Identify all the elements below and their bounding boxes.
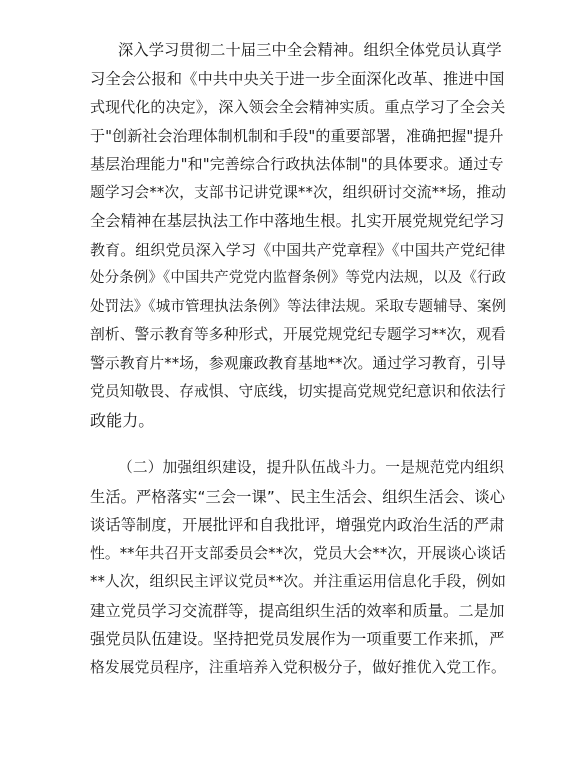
text-line: （二）加强组织建设，提升队伍战斗力。一是规范党内组织 (118, 459, 505, 476)
text-line: 警示教育片**场，参观廉政教育基地**次。通过学习教育，引导 (90, 354, 506, 372)
paragraph-organization-building (90, 454, 506, 682)
text-line: 性。**年共召开支部委员会**次，党员大会**次，开展谈心谈话 (90, 544, 506, 562)
text-line: 党员知敬畏、存戒惧、守底线，切实提高党规党纪意识和依法行 (90, 383, 506, 400)
text-line: 政能力。 (90, 410, 155, 430)
text-line: 题学习会**次，支部书记讲党课**次，组织研讨交流**场，推动 (90, 183, 506, 201)
text-line: 格发展党员程序，注重培养入党积极分子，做好推优入党工作。 (90, 658, 506, 676)
text-line: 于"创新社会治理体制机制和手段"的重要部署，准确把握"提升 (90, 126, 504, 145)
text-line: 全会精神在基层执法工作中落地生根。扎实开展党规党纪学习 (90, 212, 505, 230)
text-line: 习全会公报和《中共中央关于进一步全面深化改革、推进中国 (90, 69, 505, 88)
text-line: 强党员队伍建设。坚持把党员发展作为一项重要工作来抓，严 (90, 630, 505, 648)
text-line: 式现代化的决定》，深入领会全会精神实质。重点学习了全会关 (90, 98, 506, 116)
text-line: 谈话等制度，开展批评和自我批评，增强党内政治生活的严肃 (90, 516, 505, 534)
text-line: 基层治理能力"和"完善综合行政执法体制"的具体要求。通过专 (90, 155, 504, 173)
text-line: 建立党员学习交流群等，提高组织生活的效率和质量。二是加 (90, 601, 505, 620)
text-line: **人次，组织民主评议党员**次。并注重运用信息化手段，例如 (90, 573, 506, 590)
text-line: 生活。严格落实“三会一课”、民主生活会、组织生活会、谈心 (90, 487, 506, 506)
text-line: 处分条例》《中国共产党党内监督条例》等党内法规，以及《行政 (90, 270, 506, 286)
text-line: 深入学习贯彻二十届三中全会精神。组织全体党员认真学 (118, 41, 502, 59)
text-line: 教育。组织党员深入学习《中国共产党章程》《中国共产党纪律 (90, 240, 506, 259)
text-line: 剖析、警示教育等多种形式，开展党规党纪专题学习**次，观看 (90, 326, 506, 343)
paragraph-party-study (90, 36, 506, 435)
text-line: 处罚法》《城市管理执法条例》等法律法规。采取专题辅导、案例 (90, 298, 506, 315)
